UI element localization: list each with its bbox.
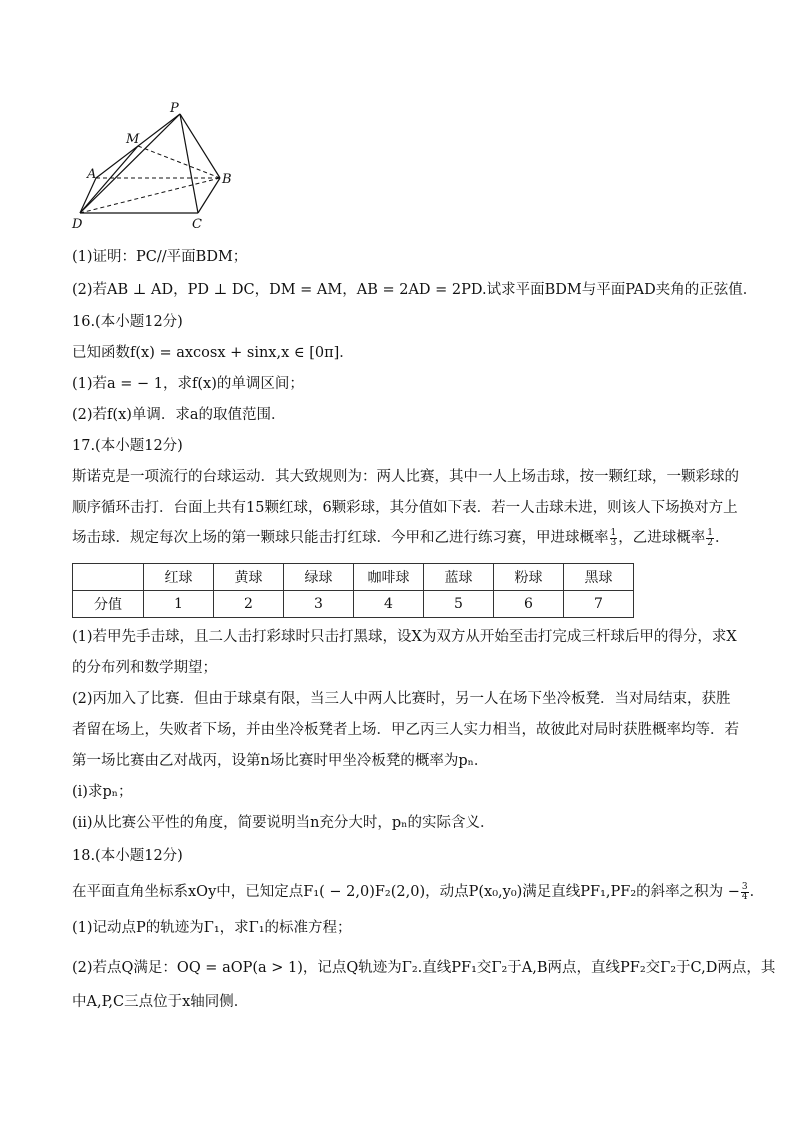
edge-MB bbox=[138, 146, 220, 178]
table-cell: 6 bbox=[494, 591, 564, 618]
table-header-cell: 咖啡球 bbox=[354, 564, 424, 591]
edge-AD bbox=[80, 178, 96, 213]
table-header-cell: 绿球 bbox=[284, 564, 354, 591]
q18-stem-b: ． bbox=[749, 884, 765, 900]
table-cell: 3 bbox=[284, 591, 354, 618]
q18-stem bbox=[72, 882, 764, 902]
table-header-cell: 红球 bbox=[144, 564, 214, 591]
table-cell: 1 bbox=[144, 591, 214, 618]
q16-stem: 已知函数f(x) = axcosx + sinx,x ∈ [0π]． bbox=[72, 345, 354, 361]
q16-part1: (1)若a = − 1，求f(x)的单调区间； bbox=[72, 376, 304, 392]
q17-part1-line2: 的分布列和数学期望； bbox=[72, 660, 217, 676]
edge-CB bbox=[198, 178, 220, 213]
q17-sub-ii: (ii)从比赛公平性的角度，简要说明当n充分大时，pₙ的实际含义． bbox=[72, 815, 495, 831]
table-header-cell: 黑球 bbox=[564, 564, 634, 591]
q17-stem-line1: 斯诺克是一项流行的台球运动．其大致规则为：两人比赛，其中一人上场击球，按一颗红球，一颗彩球的 bbox=[72, 469, 739, 485]
slope-product-fraction bbox=[741, 883, 749, 902]
table-cell: 2 bbox=[214, 591, 284, 618]
label-P: P bbox=[170, 101, 179, 116]
score-table-header-row bbox=[73, 564, 634, 591]
q17-part2-line3: 第一场比赛由乙对战丙，设第n场比赛时甲坐冷板凳的概率为pₙ． bbox=[72, 753, 489, 769]
table-header-cell: 粉球 bbox=[494, 564, 564, 591]
q17-part2-line2: 者留在场上，失败者下场，并由坐冷板凳者上场．甲乙丙三人实力相当，故彼此对局时获胜概率均等．若 bbox=[72, 722, 739, 738]
edge-PD bbox=[80, 114, 180, 213]
label-B: B bbox=[222, 172, 232, 187]
q17-sub-i: (i)求pₙ； bbox=[72, 784, 133, 800]
slope-num: 3 bbox=[741, 881, 748, 892]
q16-header: 16.(本小题12分) bbox=[72, 314, 183, 330]
q15-part2: (2)若AB ⊥ AD，PD ⊥ DC，DM = AM，AB = 2AD = 2PD.试求平面BDM与平面PAD夹角的正弦值． bbox=[72, 282, 758, 298]
q18-part2-line2: 中A,P,C三点位于x轴同侧． bbox=[72, 994, 249, 1010]
table-header-cell: 黄球 bbox=[214, 564, 284, 591]
label-D: D bbox=[72, 217, 83, 230]
q15-part1: (1)证明：PC//平面BDM； bbox=[72, 249, 248, 265]
q17-stem-line3 bbox=[72, 528, 729, 548]
table-cell: 分值 bbox=[73, 591, 144, 618]
q18-part1: (1)记动点P的轨迹为Γ₁，求Γ₁的标准方程； bbox=[72, 920, 352, 936]
prob-yi-num: 1 bbox=[707, 527, 713, 538]
q17-stem-line3-a: 场击球．规定每次上场的第一颗球只能击打红球．今甲和乙进行练习赛，甲进球概率 bbox=[72, 530, 609, 546]
table-header-cell: 蓝球 bbox=[424, 564, 494, 591]
score-table-value-row bbox=[73, 591, 634, 618]
table-header-cell bbox=[73, 564, 144, 591]
q17-header: 17.(本小题12分) bbox=[72, 438, 183, 454]
q17-stem-line2: 顺序循环击打．台面上共有15颗红球，6颗彩球，其分值如下表．若一人击球未进，则该人下场换对方上 bbox=[72, 500, 738, 516]
table-cell: 7 bbox=[564, 591, 634, 618]
score-table bbox=[72, 563, 634, 618]
label-C: C bbox=[192, 217, 202, 230]
slope-den: 4 bbox=[741, 891, 748, 902]
prob-yi-den: 2 bbox=[707, 537, 713, 548]
label-A: A bbox=[87, 167, 97, 182]
q17-part1-line1: (1)若甲先手击球，且二人击打彩球时只击打黑球，设X为双方从开始至击打完成三杆球后甲的得分，求X bbox=[72, 629, 737, 645]
q18-part2-line1: (2)若点Q满足：OQ = aOP(a > 1)，记点Q轨迹为Γ₂.直线PF₁交Γ₂于A,B两点，直线PF₂交Γ₂于C,D两点，其 bbox=[72, 960, 776, 976]
q18-stem-a: 在平面直角坐标系xOy中，已知定点F₁( − 2,0)F₂(2,0)，动点P(x₀,y₀)满足直线PF₁,PF₂的斜率之积为 − bbox=[72, 884, 740, 900]
pyramid-figure bbox=[68, 100, 248, 230]
q17-stem-line3-c: ． bbox=[714, 530, 730, 546]
edge-DB bbox=[80, 178, 220, 213]
label-M: M bbox=[126, 132, 140, 147]
q18-header: 18.(本小题12分) bbox=[72, 848, 183, 864]
q17-part2-line1: (2)丙加入了比赛．但由于球桌有限，当三人中两人比赛时，另一人在场下坐冷板凳．当对局结束，获胜 bbox=[72, 691, 731, 707]
prob-jia-fraction bbox=[610, 529, 618, 548]
q17-stem-line3-b: ，乙进球概率 bbox=[618, 530, 706, 546]
prob-jia-den: 3 bbox=[610, 537, 617, 548]
prob-jia-num: 1 bbox=[610, 527, 617, 538]
table-cell: 4 bbox=[354, 591, 424, 618]
table-cell: 5 bbox=[424, 591, 494, 618]
prob-yi-fraction bbox=[706, 529, 714, 548]
q16-part2: (2)若f(x)单调．求a的取值范围． bbox=[72, 407, 286, 423]
